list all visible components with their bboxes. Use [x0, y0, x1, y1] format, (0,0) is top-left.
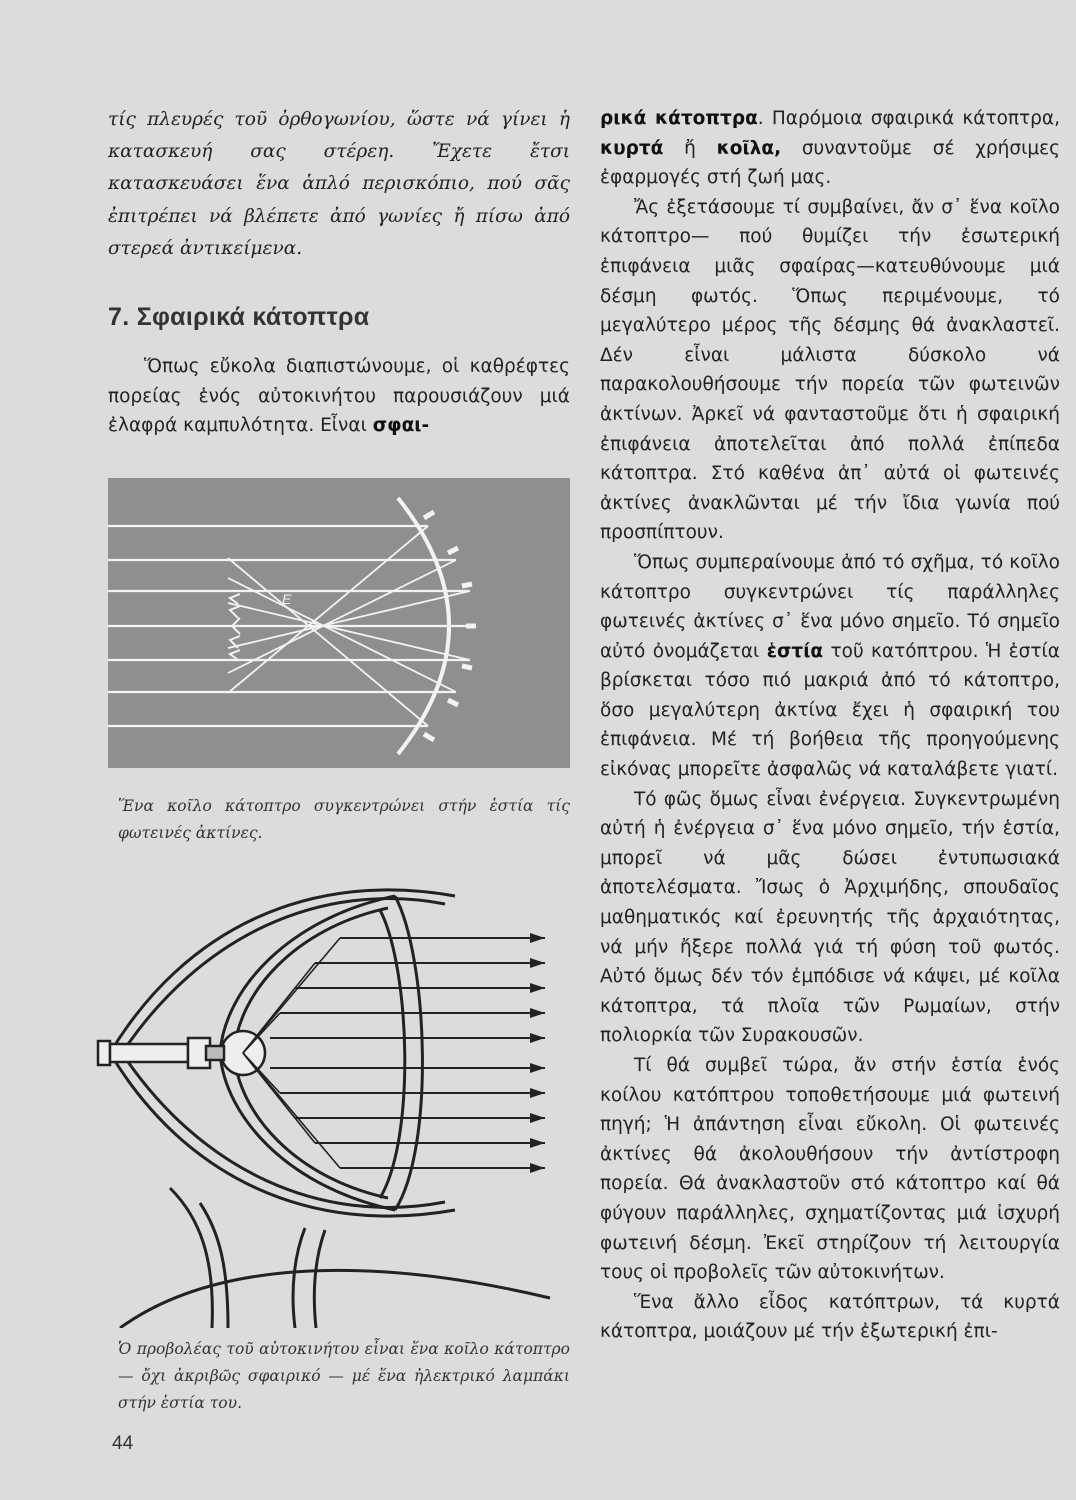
- right-column: [600, 104, 1060, 1347]
- term-focus: ἑστία: [766, 640, 824, 662]
- p1-text-1: . Παρόμοια σφαιρικά κάτοπτρα,: [757, 108, 1060, 129]
- section-intro-text: Ὅπως εὔκολα διαπιστώνουμε, οἱ καθρέφτες πορείας ἑνός αὐτοκινήτου παρουσιάζουν μιά ἐλαφρά καμπυλότητα. Εἶναι: [108, 356, 570, 437]
- intro-italic-paragraph: τίς πλευρές τοῦ ὀρθογωνίου, ὥστε νά γίνει ἡ κατασκευή σας στέρεη. Ἔχετε ἔτσι κατασκευάσει ἕνα ἁπλό περισκόπιο, πού σᾶς ἐπιτρέπει νά βλέπετε ἀπό γωνίες ἤ πίσω ἀπό στερεά ἀντικείμενα.: [108, 109, 570, 259]
- ray-arrowheads: [530, 933, 545, 1173]
- term-concave: κοῖλα,: [716, 137, 782, 159]
- headlamp-stand: [120, 1188, 550, 1328]
- right-paragraph-1: [600, 104, 1060, 193]
- p3-text-1: Ὅπως συμπεραίνουμε ἀπό τό σχῆμα, τό κοῖλο κάτοπτρο συγκεντρώνει τίς παράλληλες φωτεινές ἀκτίνες σ᾽ ἕνα μόνο σημεῖο. Τό σημεῖο αὐτό ὀνομάζεται: [600, 551, 1060, 662]
- p1-text-3: συναντοῦμε σέ χρήσιμες ἐφαρμογές στή ζωή μας.: [600, 137, 1060, 189]
- bulb-assembly: [98, 1031, 265, 1075]
- figure1-caption: Ἕνα κοῖλο κάτοπτρο συγκεντρώνει στήν ἑστία τίς φωτεινές ἀκτίνες.: [118, 797, 570, 842]
- right-paragraph-5: Τί θά συμβεῖ τώρα, ἄν στήν ἑστία ἑνός κοίλου κατόπτρου τοποθετήσουμε μιά φωτεινή πηγή; Ἡ ἀπάντηση εἶναι εὔκολη. Οἱ φωτεινές ἀκτίνες θά ἀκολουθήσουν τήν ἀντίστροφη πορεία. Θά ἀνακλαστοῦν στό κάτοπτρο καί θά φύγουν παράλληλες, σχηματίζοντας μιά ἰσχυρή φωτεινή δέσμη. Ἐκεῖ στηρίζουν τή λειτουργία τους οἱ προβολεῖς τῶν αὐτοκινήτων.: [600, 1055, 1060, 1284]
- p3-text-2: τοῦ κατόπτρου. Ἡ ἑστία βρίσκεται τόσο πιό μακριά ἀπό τό κάτοπτρο, ὅσο μεγαλύτερη ἀκτίνα ἔχει ἡ σφαιρική του ἐπιφάνεια. Μέ τή βοήθεια τῆς προηγούμενης εἰκόνας μπορεῖτε ἀσφαλῶς νά καταλάβετε γιατί.: [600, 640, 1060, 781]
- concave-mirror-figure: [108, 478, 570, 768]
- right-paragraph-4: Τό φῶς ὅμως εἶναι ἐνέργεια. Συγκεντρωμένη αὐτή ἡ ἐνέργεια σ᾽ ἕνα μόνο σημεῖο, τήν ἑστία, μπορεῖ νά μᾶς δώσει ἐντυπωσιακά ἀποτελέσματα. Ἴσως ὁ Ἀρχιμήδης, σπουδαῖος μαθηματικός καί ἐρευνητής τῆς ἀρχαιότητας, νά μήν ἤξερε πολλά γιά τή φύση τοῦ φωτός. Αὐτό ὅμως δέν τόν ἐμπόδισε νά κάψει, μέ κοῖλα κάτοπτρα, τά πλοῖα τῶν Ρωμαίων, στήν πολιορκία τῶν Συρακουσῶν.: [600, 788, 1060, 1047]
- section-intro-bold: σφαι-: [372, 415, 430, 437]
- focus-label: E: [282, 591, 292, 607]
- figure-background: [108, 478, 570, 768]
- term-convex: κυρτά: [600, 137, 664, 159]
- term-spherical-mirrors: ρικά κάτοπτρα: [600, 108, 758, 129]
- right-paragraph-3: [600, 548, 1060, 785]
- right-paragraph-2: Ἄς ἐξετάσουμε τί συμβαίνει, ἄν σ᾽ ἕνα κοῖλο κάτοπτρο— πού θυμίζει τήν ἐσωτερική ἐπιφάνεια μιᾶς σφαίρας—κατευθύνουμε μιά δέσμη φωτός. Ὅπως περιμένουμε, τό μεγαλύτερο μέρος τῆς δέσμης θά ἀνακλαστεῖ. Δέν εἶναι μάλιστα δύσκολο νά παρακολουθήσουμε τήν πορεία τῶν φωτεινῶν ἀκτίνων. Ἀρκεῖ νά φανταστοῦμε ὅτι ἡ σφαιρική ἐπιφάνεια ἀποτελεῖται ἀπό πολλά ἐπίπεδα κάτοπτρα. Στό καθένα ἀπ᾽ αὐτά οἱ φωτεινές ἀκτίνες ἀνακλῶνται μέ τήν ἴδια γωνία πού προσπίπτουν.: [600, 196, 1060, 544]
- figure2-caption: Ὁ προβολέας τοῦ αὐτοκινήτου εἶναι ἕνα κοῖλο κάτοπτρο — ὄχι ἀκριβῶς σφαιρικό — μέ ἕνα ἠλεκτρικό λαμπάκι στήν ἑστία του.: [118, 1340, 570, 1412]
- section-intro-paragraph: [108, 352, 570, 441]
- headlamp-figure: [90, 858, 560, 1328]
- page-number: 44: [112, 1433, 134, 1454]
- section-heading: 7. Σφαιρικά κάτοπτρα: [108, 303, 370, 332]
- right-paragraph-6: Ἕνα ἄλλο εἶδος κατόπτρων, τά κυρτά κάτοπτρα, μοιάζουν μέ τήν ἐξωτερική ἐπι-: [600, 1291, 1060, 1343]
- left-column: [108, 104, 570, 441]
- p1-text-2: ἤ: [663, 137, 717, 159]
